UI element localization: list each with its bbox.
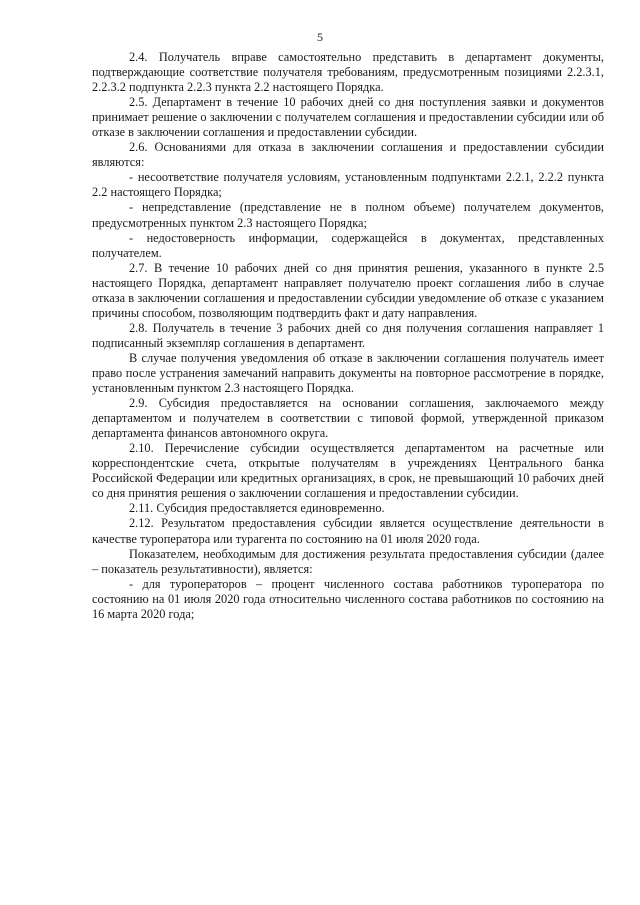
list-item: - недостоверность информации, содержащейся в документах, представленных получателем. [92, 230, 604, 260]
paragraph-indicator: Показателем, необходимым для достижения результата предоставления субсидии (далее – показатель результативности), является: [92, 546, 604, 576]
page-number: 5 [317, 30, 323, 44]
paragraph-2-8: 2.8. Получатель в течение 3 рабочих дней со дня получения соглашения направляет 1 подписанный экземпляр соглашения в департамент. [92, 320, 604, 350]
paragraph-2-7: 2.7. В течение 10 рабочих дней со дня принятия решения, указанного в пункте 2.5 настоящего Порядка, департамент направляет получателю проект соглашения либо в случае отказа в заключении соглашения и предоставлении субсидии уведомление об отказе с указанием причины способом, позволяющим подтвердить факт и дату направления. [92, 260, 604, 320]
paragraph-2-12: 2.12. Результатом предоставления субсидии является осуществление деятельности в качестве туроператора или турагента по состоянию на 01 июля 2020 года. [92, 516, 604, 546]
list-item: - несоответствие получателя условиям, установленным подпунктами 2.2.1, 2.2.2 пункта 2.2 настоящего Порядка; [92, 170, 604, 200]
list-item: - для туроператоров – процент численного состава работников туроператора по состоянию на 01 июля 2020 года относительно численного состава работников по состоянию на 16 марта 2020 года; [92, 576, 604, 621]
paragraph-refusal-note: В случае получения уведомления об отказе в заключении соглашения получатель имеет право после устранения замечаний направить документы на повторное рассмотрение в порядке, установленным пунктом 2.3 настоящего Порядка. [92, 350, 604, 396]
paragraph-2-6: 2.6. Основаниями для отказа в заключении соглашения и предоставлении субсидии являются: [92, 140, 604, 170]
paragraph-2-9: 2.9. Субсидия предоставляется на основании соглашения, заключаемого между департаментом и получателем в соответствии с типовой формой, утвержденной приказом департамента финансов автономного округа. [92, 396, 604, 441]
paragraph-2-11: 2.11. Субсидия предоставляется единовременно. [129, 501, 385, 516]
paragraph-2-10: 2.10. Перечисление субсидии осуществляется департаментом на расчетные или корреспондентские счета, открытые получателям в учреждениях Центрального банка Российской Федерации или кредитных организациях, в срок, не превышающий 10 рабочих дней со дня принятия решения о заключении соглашения и предоставлении субсидии. [92, 441, 604, 501]
list-item: - непредставление (представление не в полном объеме) получателем документов, предусмотренных пунктом 2.3 настоящего Порядка; [92, 200, 604, 230]
paragraph-2-5: 2.5. Департамент в течение 10 рабочих дней со дня поступления заявки и документов принимает решение о заключении с получателем соглашения и предоставлении субсидии или об отказе в заключении соглашения и предоставлении субсидии. [92, 95, 604, 140]
document-body [92, 50, 604, 622]
paragraph-2-4: 2.4. Получатель вправе самостоятельно представить в департамент документы, подтверждающие соответствие получателя требованиям, предусмотренным позициями 2.2.3.1, 2.2.3.2 подпункта 2.2.3 пункта 2.2 настоящего Порядка. [92, 50, 604, 95]
